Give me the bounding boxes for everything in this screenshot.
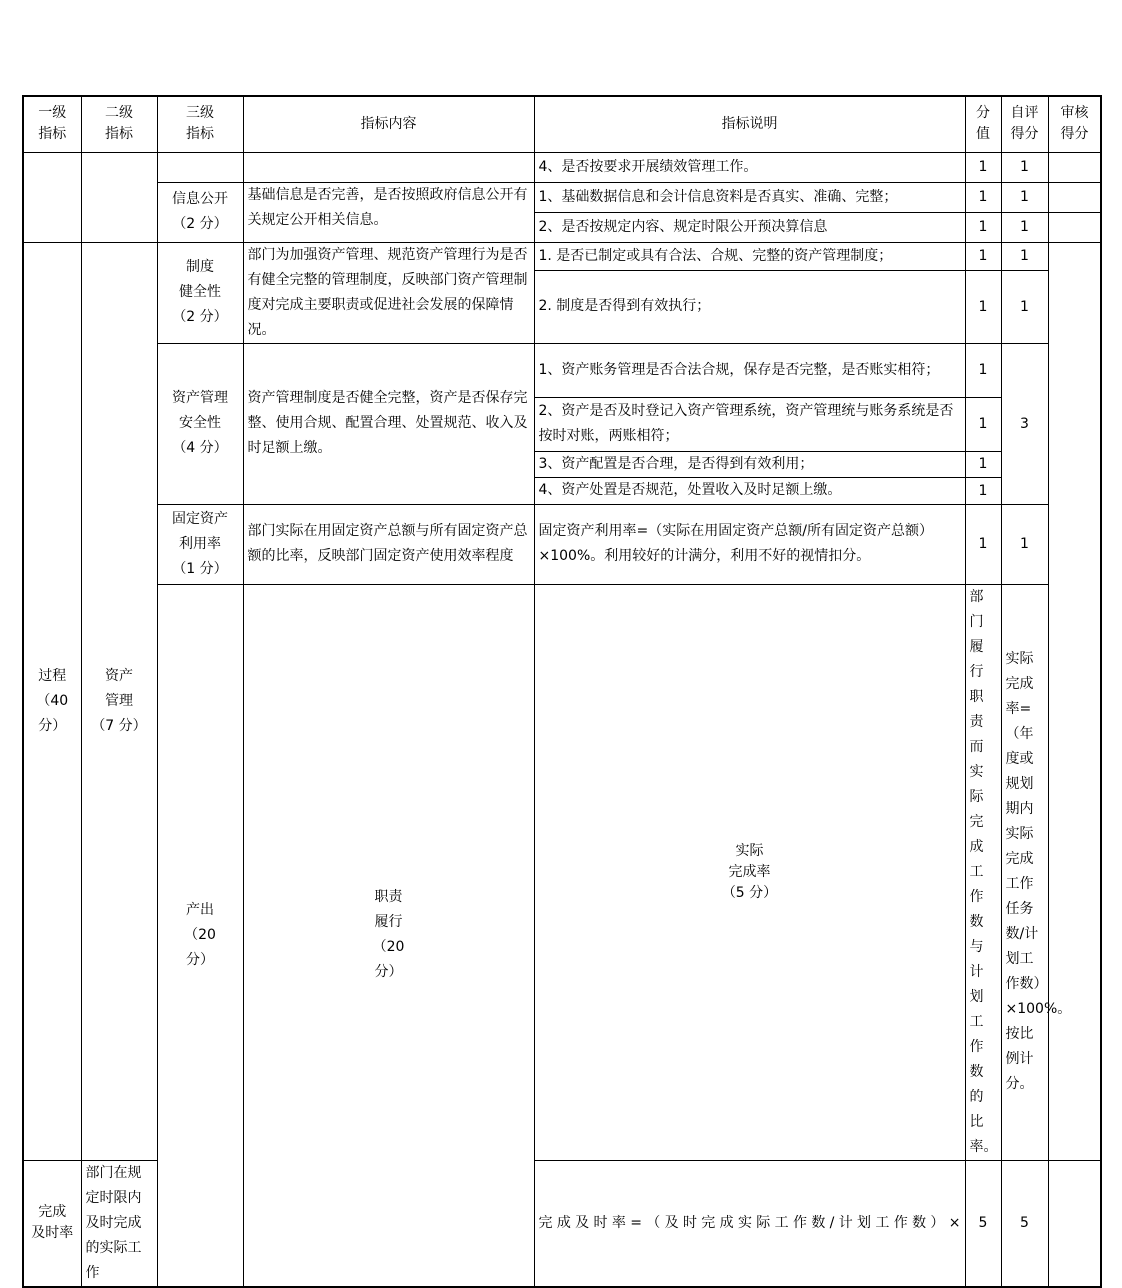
performance-evaluation-table (22, 95, 1102, 1288)
score-cell: 1 (965, 242, 1001, 270)
level1-cell: 产出 （20 分） (157, 584, 243, 1287)
score-cell: 1 (965, 212, 1001, 242)
audit-score-cell (1048, 182, 1101, 212)
header-audit-score: 审核 得分 (1048, 96, 1101, 152)
description-cell: 固定资产利用率=（实际在用固定资产总额/所有固定资产总额）×100%。利用较好的计满分，利用不好的视情扣分。 (534, 504, 965, 584)
score-cell: 1 (965, 451, 1001, 477)
level3-cell: 制度 健全性 （2 分） (157, 242, 243, 343)
score-cell: 1 (965, 182, 1001, 212)
table-row (23, 584, 1101, 1160)
level1-cell: 过程 （40 分） (23, 242, 81, 1160)
description-cell: 实际完成率=（年度或规划期内实际完成工作任务数/计划工作数）×100%。按比例计分。 (1001, 584, 1048, 1160)
description-cell: 2、资产是否及时登记入资产管理系统，资产管理统与账务系统是否按时对账，两账相符； (534, 397, 965, 451)
level1-cell (23, 152, 81, 242)
table-row (23, 504, 1101, 584)
audit-score-cell (1048, 212, 1101, 242)
score-cell: 1 (965, 477, 1001, 504)
level2-cell: 职责 履行 （20 分） (243, 584, 534, 1287)
self-score-cell: 1 (1001, 270, 1048, 343)
content-cell (243, 152, 534, 182)
score-cell: 1 (965, 270, 1001, 343)
level2-cell (81, 152, 157, 242)
self-score-cell: 1 (1001, 212, 1048, 242)
header-self-score: 自评 得分 (1001, 96, 1048, 152)
self-score-cell: 1 (1001, 242, 1048, 270)
content-cell: 基础信息是否完善，是否按照政府信息公开有关规定公开相关信息。 (243, 182, 534, 242)
table-row (23, 152, 1101, 182)
audit-score-cell (1048, 242, 1101, 1160)
description-cell: 1. 是否已制定或具有合法、合规、完整的资产管理制度； (534, 242, 965, 270)
score-cell: 1 (965, 504, 1001, 584)
header-level2: 二级 指标 (81, 96, 157, 152)
header-level1: 一级 指标 (23, 96, 81, 152)
header-description: 指标说明 (534, 96, 965, 152)
score-cell: 1 (965, 152, 1001, 182)
level3-cell: 固定资产 利用率 （1 分） (157, 504, 243, 584)
self-score-cell: 1 (1001, 152, 1048, 182)
content-cell: 部门在规定时限内及时完成的实际工作 (81, 1160, 157, 1287)
header-score: 分 值 (965, 96, 1001, 152)
self-score-cell: 1 (1001, 504, 1048, 584)
score-cell: 1 (965, 397, 1001, 451)
header-level3: 三级 指标 (157, 96, 243, 152)
table-row (23, 242, 1101, 270)
header-row (23, 96, 1101, 152)
score-cell: 5 (965, 1160, 1001, 1287)
table-row (23, 182, 1101, 212)
content-cell: 部门为加强资产管理、规范资产管理行为是否有健全完整的管理制度，反映部门资产管理制度对完成主要职责或促进社会发展的保障情况。 (243, 242, 534, 343)
level3-cell: 资产管理 安全性 （4 分） (157, 343, 243, 504)
score-cell: 1 (965, 343, 1001, 397)
description-cell: 1、资产账务管理是否合法合规，保存是否完整，是否账实相符； (534, 343, 965, 397)
description-cell: 2. 制度是否得到有效执行； (534, 270, 965, 343)
table-row (23, 343, 1101, 397)
header-content: 指标内容 (243, 96, 534, 152)
description-cell: 完成及时率=（及时完成实际工作数/计划工作数）× (534, 1160, 965, 1287)
level2-cell: 资产 管理 （7 分） (81, 242, 157, 1160)
self-score-cell: 5 (1001, 1160, 1048, 1287)
description-cell: 4、资产处置是否规范，处置收入及时足额上缴。 (534, 477, 965, 504)
audit-score-cell (1048, 152, 1101, 182)
level3-cell: 信息公开 （2 分） (157, 182, 243, 242)
content-cell: 部门实际在用固定资产总额与所有固定资产总额的比率，反映部门固定资产使用效率程度 (243, 504, 534, 584)
description-cell: 4、是否按要求开展绩效管理工作。 (534, 152, 965, 182)
description-cell: 1、基础数据信息和会计信息资料是否真实、准确、完整； (534, 182, 965, 212)
description-cell: 2、是否按规定内容、规定时限公开预决算信息 (534, 212, 965, 242)
self-score-cell: 3 (1001, 343, 1048, 504)
content-cell: 资产管理制度是否健全完整，资产是否保存完整、使用合规、配置合理、处置规范、收入及时足额上缴。 (243, 343, 534, 504)
level3-cell (157, 152, 243, 182)
level3-cell: 实际 完成率 （5 分） (534, 584, 965, 1160)
self-score-cell: 1 (1001, 182, 1048, 212)
description-cell: 3、资产配置是否合理，是否得到有效利用； (534, 451, 965, 477)
level3-cell: 完成 及时率 (23, 1160, 81, 1287)
content-cell: 部门履行职责而实际完成工作数与计划工作数的比率。 (965, 584, 1001, 1160)
